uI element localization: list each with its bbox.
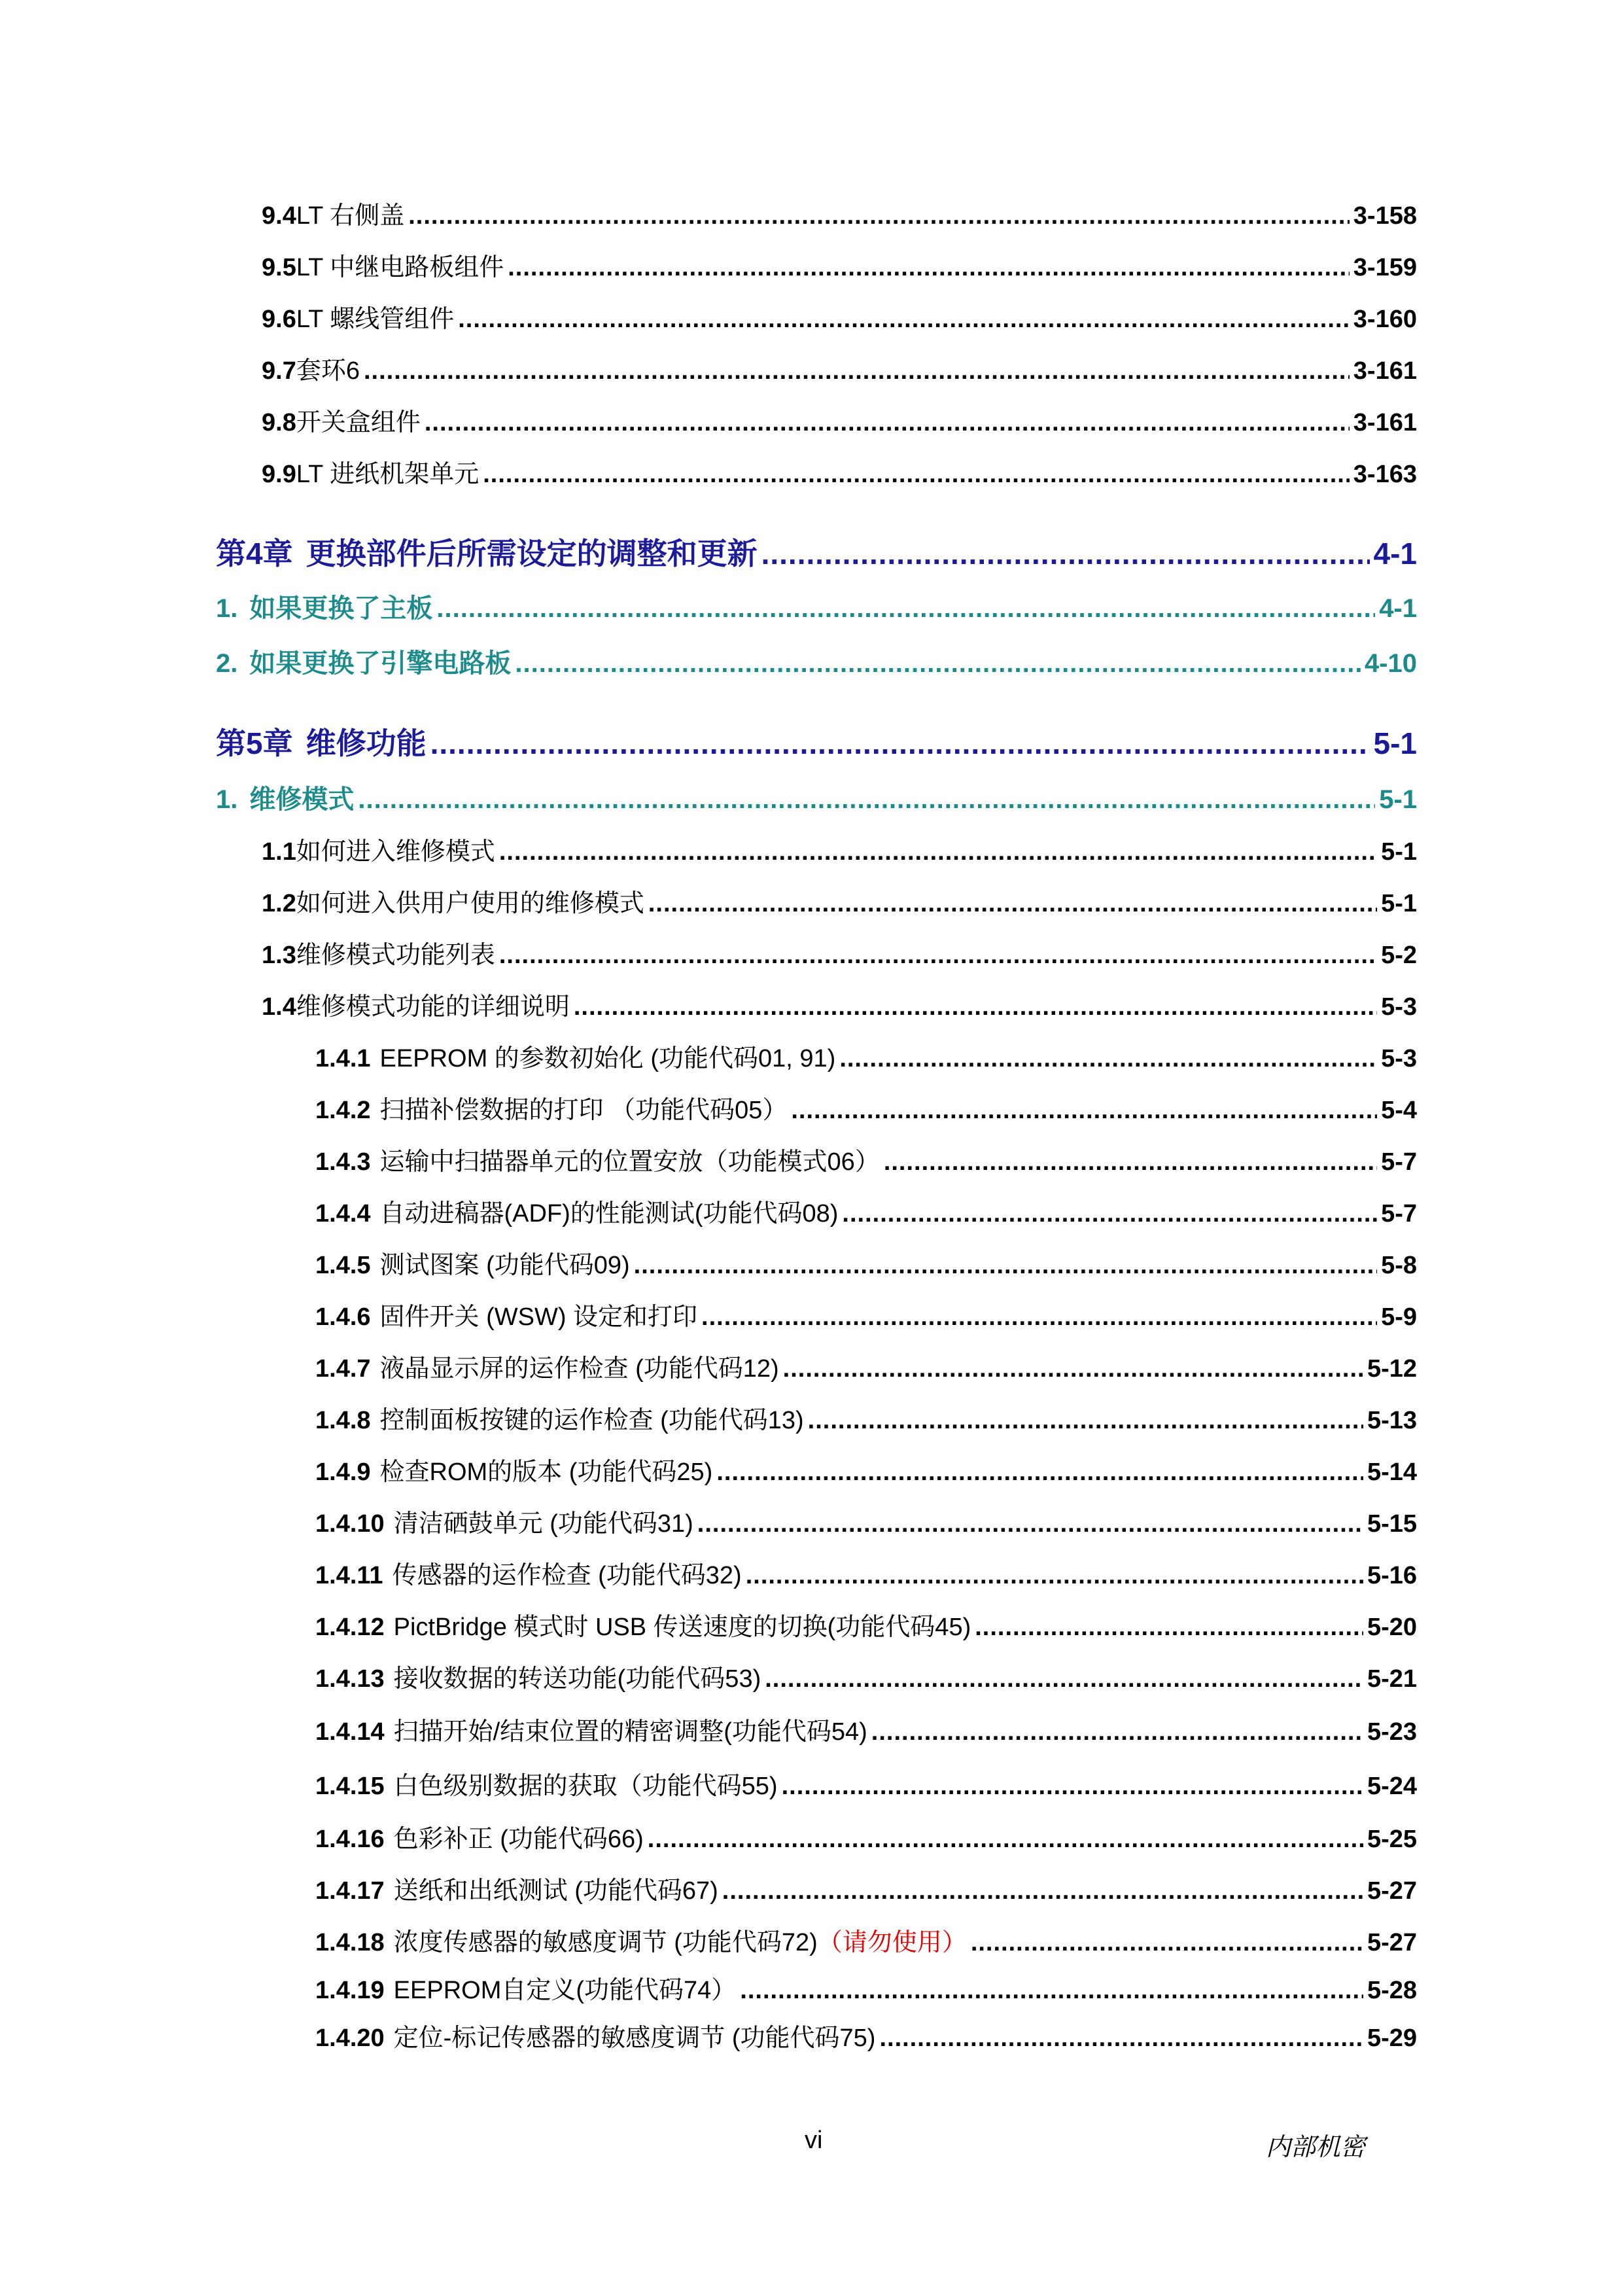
confidential-label: 内部机密 <box>1266 2132 1366 2161</box>
toc-leader-dots <box>364 357 1350 385</box>
toc-entry-title: 如何进入维修模式 <box>296 838 495 866</box>
toc-entry-number: 1.4.14 <box>315 1718 385 1746</box>
toc-leader-dots <box>791 1097 1377 1125</box>
section-number: 1. <box>216 785 238 814</box>
toc-entry-title: EEPROM 的参数初始化 (功能代码01, 91) <box>379 1045 836 1072</box>
toc-entry-number: 1.4.6 <box>315 1303 371 1331</box>
toc-leader-dots <box>697 1510 1363 1538</box>
toc-entry-page: 3-163 <box>1353 461 1417 488</box>
section-page: 4-10 <box>1364 649 1417 678</box>
toc-leader-dots <box>842 1200 1377 1228</box>
toc-subentry[interactable] <box>315 1922 1417 1954</box>
toc-leader-dots <box>740 1977 1363 2005</box>
toc-subentry[interactable] <box>315 1606 1417 1639</box>
chapter-page: 5-1 <box>1373 726 1417 760</box>
toc-entry-number: 9.6 <box>262 306 296 333</box>
toc-leader-dots <box>515 649 1361 679</box>
toc-subentry[interactable] <box>315 2017 1417 2050</box>
toc-entry-title: 测试图案 (功能代码09) <box>379 1252 630 1279</box>
toc-entry-title: 套环6 <box>296 357 360 385</box>
toc-entry-page: 5-8 <box>1381 1252 1417 1279</box>
toc-chapter-5[interactable] <box>216 720 1417 759</box>
toc-leader-dots <box>483 461 1350 489</box>
toc-entry-page: 5-7 <box>1381 1200 1417 1227</box>
toc-entry-number: 9.7 <box>262 357 296 385</box>
toc-entry-page: 5-25 <box>1367 1826 1417 1853</box>
toc-entry-number: 1.1 <box>262 838 296 866</box>
toc-leader-dots <box>722 1877 1363 1905</box>
toc-entry-title: 维修模式功能的详细说明 <box>296 993 570 1021</box>
chapter-number: 第5章 <box>216 726 293 760</box>
toc-subentry[interactable] <box>315 1503 1417 1536</box>
toc-entry-title: 如何进入供用户使用的维修模式 <box>296 890 644 917</box>
toc-entry-page: 5-23 <box>1367 1718 1417 1746</box>
toc-entry-title: 浓度传感器的敏感度调节 (功能代码72) <box>393 1929 818 1956</box>
toc-leader-dots <box>746 1562 1363 1590</box>
toc-entry-page: 5-12 <box>1367 1355 1417 1383</box>
toc-entry-page: 5-24 <box>1367 1773 1417 1800</box>
toc-subentry[interactable] <box>315 1141 1417 1174</box>
toc-entry-title: 定位-标记传感器的敏感度调节 (功能代码75) <box>393 2024 876 2052</box>
toc-entry-page: 5-13 <box>1367 1407 1417 1434</box>
toc-leader-dots <box>430 726 1370 761</box>
chapter-title: 维修功能 <box>305 726 427 760</box>
toc-entry-title: 固件开关 (WSW) 设定和打印 <box>379 1303 698 1331</box>
toc-leader-dots <box>436 594 1375 624</box>
section-title: 如果更换了引擎电路板 <box>249 649 512 678</box>
toc-entry-number: 1.4.13 <box>315 1665 385 1693</box>
toc-entry[interactable] <box>262 350 1417 383</box>
toc-entry-page: 5-29 <box>1367 2024 1417 2052</box>
chapter-title: 更换部件后所需设定的调整和更新 <box>305 537 758 571</box>
toc-entry-page: 3-160 <box>1353 306 1417 333</box>
toc-entry-page: 5-27 <box>1367 1929 1417 1956</box>
toc-entry-number: 1.2 <box>262 890 296 917</box>
toc-subentry[interactable] <box>315 1969 1417 2002</box>
section-number: 2. <box>216 649 238 678</box>
toc-entry-page: 5-14 <box>1367 1458 1417 1486</box>
toc-entry-title: PictBridge 模式时 USB 传送速度的切换(功能代码45) <box>393 1614 971 1641</box>
toc-entry-number: 1.4.1 <box>315 1045 371 1072</box>
toc-section[interactable] <box>216 588 1417 623</box>
toc-entry-title: 扫描开始/结束位置的精密调整(功能代码54) <box>393 1718 867 1746</box>
toc-subentry[interactable] <box>315 1400 1417 1432</box>
toc-section[interactable] <box>216 779 1417 814</box>
toc-leader-dots <box>761 536 1370 571</box>
toc-entry-title: 自动进稿器(ADF)的性能测试(功能代码08) <box>379 1200 839 1227</box>
toc-entry-number: 1.3 <box>262 942 296 969</box>
toc-chapter-4[interactable] <box>216 530 1417 569</box>
toc-entry-page: 5-21 <box>1367 1665 1417 1693</box>
toc-leader-dots <box>358 785 1375 815</box>
toc-leader-dots <box>458 306 1350 334</box>
section-page: 5-1 <box>1379 785 1417 814</box>
toc-leader-dots <box>975 1614 1363 1642</box>
toc-leader-dots <box>879 2024 1363 2053</box>
toc-entry-number: 1.4.8 <box>315 1407 371 1434</box>
toc-entry-title: 液晶显示屏的运作检查 (功能代码12) <box>379 1355 779 1383</box>
toc-entry-page: 5-2 <box>1381 942 1417 969</box>
toc-leader-dots <box>701 1303 1377 1332</box>
toc-leader-dots <box>634 1252 1377 1280</box>
toc-subentry[interactable] <box>315 1451 1417 1484</box>
toc-subentry[interactable] <box>315 1658 1417 1691</box>
toc-entry-page: 5-3 <box>1381 993 1417 1021</box>
section-title: 维修模式 <box>249 785 355 814</box>
toc-entry-number: 1.4.18 <box>315 1929 385 1956</box>
toc-subentry[interactable] <box>315 1818 1417 1851</box>
toc-entry[interactable] <box>262 247 1417 279</box>
toc-entry-page: 3-161 <box>1353 409 1417 436</box>
toc-entry-number: 9.4 <box>262 202 296 230</box>
toc-entry[interactable] <box>262 453 1417 486</box>
toc-entry-title: 白色级别数据的获取（功能代码55) <box>393 1773 778 1800</box>
toc-entry-title: LT 进纸机架单元 <box>296 461 480 488</box>
toc-leader-dots <box>765 1665 1363 1693</box>
toc-subentry[interactable] <box>315 1870 1417 1903</box>
section-page: 4-1 <box>1379 594 1417 623</box>
toc-entry-number: 1.4.17 <box>315 1877 385 1905</box>
toc-subentry[interactable] <box>315 1296 1417 1329</box>
toc-subentry[interactable] <box>315 1038 1417 1070</box>
toc-entry-page: 5-15 <box>1367 1510 1417 1538</box>
toc-entry-page: 5-7 <box>1381 1148 1417 1176</box>
toc-entry-title: LT 右侧盖 <box>296 202 405 230</box>
toc-entry-title: 送纸和出纸测试 (功能代码67) <box>393 1877 718 1905</box>
toc-entry[interactable] <box>262 195 1417 228</box>
toc-entry-title: 检查ROM的版本 (功能代码25) <box>379 1458 713 1486</box>
toc-leader-dots <box>648 1826 1363 1854</box>
toc-entry-title: 接收数据的转送功能(功能代码53) <box>393 1665 761 1693</box>
toc-entry-title: 控制面板按键的运作检查 (功能代码13) <box>379 1407 804 1434</box>
toc-entry-title: 运输中扫描器单元的位置安放（功能模式06） <box>379 1148 880 1176</box>
toc-entry-title: 扫描补偿数据的打印 （功能代码05） <box>379 1097 788 1124</box>
toc-entry-number: 1.4.2 <box>315 1097 371 1124</box>
toc-entry-page: 5-20 <box>1367 1614 1417 1641</box>
toc-entry-page: 5-9 <box>1381 1303 1417 1331</box>
toc-entry-number: 1.4.5 <box>315 1252 371 1279</box>
toc-entry-number: 1.4.16 <box>315 1826 385 1853</box>
toc-entry-number: 9.8 <box>262 409 296 436</box>
toc-leader-dots <box>499 942 1377 970</box>
toc-entry-number: 1.4.12 <box>315 1614 385 1641</box>
toc-entry-page: 3-159 <box>1353 254 1417 281</box>
chapter-page: 4-1 <box>1373 537 1417 571</box>
toc-leader-dots <box>808 1407 1363 1435</box>
section-title: 如果更换了主板 <box>249 594 433 623</box>
toc-entry-number: 1.4.7 <box>315 1355 371 1383</box>
toc-entry[interactable] <box>262 986 1417 1019</box>
toc-entry[interactable] <box>262 883 1417 915</box>
toc-entry-page: 5-16 <box>1367 1562 1417 1589</box>
toc-leader-dots <box>499 838 1377 866</box>
toc-entry-title: 传感器的运作检查 (功能代码32) <box>392 1562 742 1589</box>
toc-entry-page: 5-1 <box>1381 838 1417 866</box>
toc-subentry[interactable] <box>315 1245 1417 1277</box>
toc-entry[interactable] <box>262 298 1417 331</box>
do-not-use-note: （请勿使用） <box>817 1929 967 1956</box>
toc-leader-dots <box>574 993 1377 1021</box>
toc-leader-dots <box>783 1355 1363 1383</box>
toc-leader-dots <box>648 890 1377 918</box>
toc-entry-page: 3-158 <box>1353 202 1417 230</box>
toc-leader-dots <box>408 202 1350 230</box>
chapter-number: 第4章 <box>216 537 293 571</box>
toc-leader-dots <box>884 1148 1377 1176</box>
toc-entry-number: 1.4.15 <box>315 1773 385 1800</box>
toc-entry[interactable] <box>262 402 1417 434</box>
section-number: 1. <box>216 594 238 623</box>
toc-entry-title: EEPROM自定义(功能代码74） <box>393 1977 737 2004</box>
toc-entry-page: 5-4 <box>1381 1097 1417 1124</box>
toc-section[interactable] <box>216 643 1417 678</box>
toc-leader-dots <box>839 1045 1377 1073</box>
toc-leader-dots <box>782 1773 1363 1801</box>
toc-entry-title: 开关盒组件 <box>296 409 421 436</box>
toc-subentry[interactable] <box>315 1089 1417 1122</box>
toc-entry-page: 5-3 <box>1381 1045 1417 1072</box>
toc-leader-dots <box>871 1718 1363 1746</box>
toc-entry-number: 1.4.20 <box>315 2024 385 2052</box>
toc-entry-number: 9.9 <box>262 461 296 488</box>
toc-leader-dots <box>508 254 1350 282</box>
toc-entry-page: 3-161 <box>1353 357 1417 385</box>
toc-entry-number: 1.4.9 <box>315 1458 371 1486</box>
toc-entry-number: 1.4.4 <box>315 1200 371 1227</box>
toc-entry-number: 9.5 <box>262 254 296 281</box>
toc-entry-page: 5-27 <box>1367 1877 1417 1905</box>
toc-entry-number: 1.4.3 <box>315 1148 371 1176</box>
toc-entry-number: 1.4.19 <box>315 1977 385 2004</box>
toc-entry-title: 维修模式功能列表 <box>296 942 495 969</box>
toc-leader-dots <box>425 409 1350 437</box>
toc-subentry[interactable] <box>315 1348 1417 1381</box>
toc-entry-number: 1.4.11 <box>315 1562 383 1589</box>
toc-entry-title: 色彩补正 (功能代码66) <box>393 1826 644 1853</box>
toc-subentry[interactable] <box>315 1555 1417 1587</box>
toc-entry[interactable] <box>262 934 1417 967</box>
toc-entry-title: LT 螺线管组件 <box>296 306 455 333</box>
toc-entry-page: 5-28 <box>1367 1977 1417 2004</box>
toc-subentry[interactable] <box>315 1711 1417 1744</box>
toc-subentry[interactable] <box>315 1193 1417 1226</box>
toc-entry[interactable] <box>262 831 1417 864</box>
toc-leader-dots <box>716 1458 1363 1487</box>
toc-leader-dots <box>971 1929 1363 1957</box>
toc-entry-number: 1.4.10 <box>315 1510 385 1538</box>
toc-entry-title: LT 中继电路板组件 <box>296 254 504 281</box>
toc-subentry[interactable] <box>315 1765 1417 1798</box>
toc-entry-page: 5-1 <box>1381 890 1417 917</box>
toc-entry-title: 清洁硒鼓单元 (功能代码31) <box>393 1510 693 1538</box>
page-number: vi <box>805 2127 823 2154</box>
toc-entry-number: 1.4 <box>262 993 296 1021</box>
